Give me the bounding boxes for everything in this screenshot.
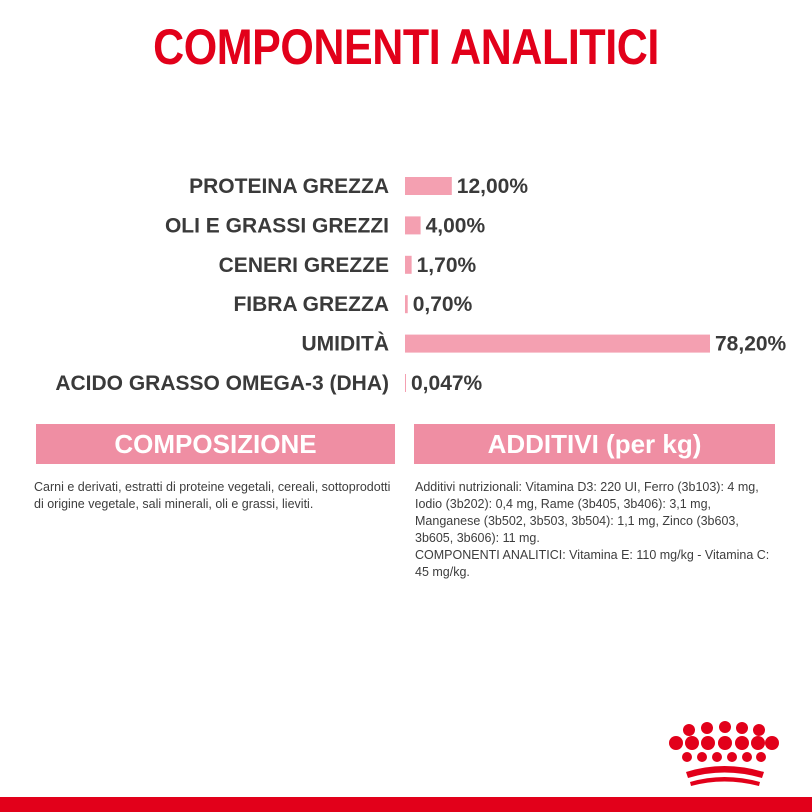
crown-dot	[751, 736, 765, 750]
crown-dot	[701, 722, 713, 734]
crown-dot	[765, 736, 779, 750]
category-label: FIBRA GREZZA	[233, 293, 389, 317]
crown-dot	[736, 722, 748, 734]
bar	[405, 216, 421, 234]
crown-dot	[669, 736, 683, 750]
additives-analytical-text: COMPONENTI ANALITICI: Vitamina E: 110 mg/kg - Vitamina C: 45 mg/kg.	[415, 548, 770, 579]
bottom-brand-band	[0, 797, 812, 812]
category-label: CENERI GREZZE	[218, 253, 389, 277]
additives-text	[415, 479, 775, 581]
value-label: 78,20%	[715, 332, 787, 356]
crown-dot	[742, 752, 752, 762]
page-title: COMPONENTI ANALITICI	[153, 19, 659, 75]
crown-band	[686, 766, 764, 778]
value-label: 0,70%	[412, 293, 473, 317]
crown-dot	[753, 724, 765, 736]
category-label: PROTEINA GREZZA	[189, 175, 389, 198]
bar	[405, 335, 710, 353]
bar	[405, 374, 406, 392]
bar	[405, 177, 452, 195]
crown-dot	[697, 752, 707, 762]
crown-dot	[712, 752, 722, 762]
category-label: UMIDITÀ	[301, 332, 389, 356]
additives-heading: ADDITIVI (per kg)	[414, 424, 775, 464]
crown-dot	[683, 724, 695, 736]
category-label: OLI E GRASSI GREZZI	[164, 214, 389, 238]
crown-dot	[735, 736, 749, 750]
composition-heading: COMPOSIZIONE	[36, 424, 395, 464]
crown-dot	[719, 721, 731, 733]
value-label: 12,00%	[456, 175, 529, 198]
royal-canin-crown-logo	[664, 720, 780, 790]
crown-dot	[685, 736, 699, 750]
crown-band	[690, 777, 760, 786]
crown-dot	[727, 752, 737, 762]
crown-dot	[682, 752, 692, 762]
crown-dot	[756, 752, 766, 762]
value-label: 0,047%	[411, 372, 483, 395]
crown-dot	[701, 736, 715, 750]
additives-nutritional-text: Additivi nutrizionali: Vitamina D3: 220 UI, Ferro (3b103): 4 mg, Iodio (3b202): 0,4 mg, Rame (3b405, 3b406): 3,1 mg, Manganese (3b502, 3b503, 3b504): 1,1 mg, Zinco (3b603, 3b605, 3b606): 11 mg.	[415, 480, 759, 545]
bar	[405, 256, 412, 274]
crown-dot	[718, 736, 732, 750]
value-label: 4,00%	[425, 214, 486, 238]
value-label: 1,70%	[416, 253, 477, 277]
category-label: ACIDO GRASSO OMEGA-3 (DHA)	[55, 372, 389, 395]
bar	[405, 295, 408, 313]
composition-text: Carni e derivati, estratti di proteine vegetali, cereali, sottoprodotti di origine vegetale, sali minerali, oli e grassi, lieviti.	[34, 480, 391, 511]
